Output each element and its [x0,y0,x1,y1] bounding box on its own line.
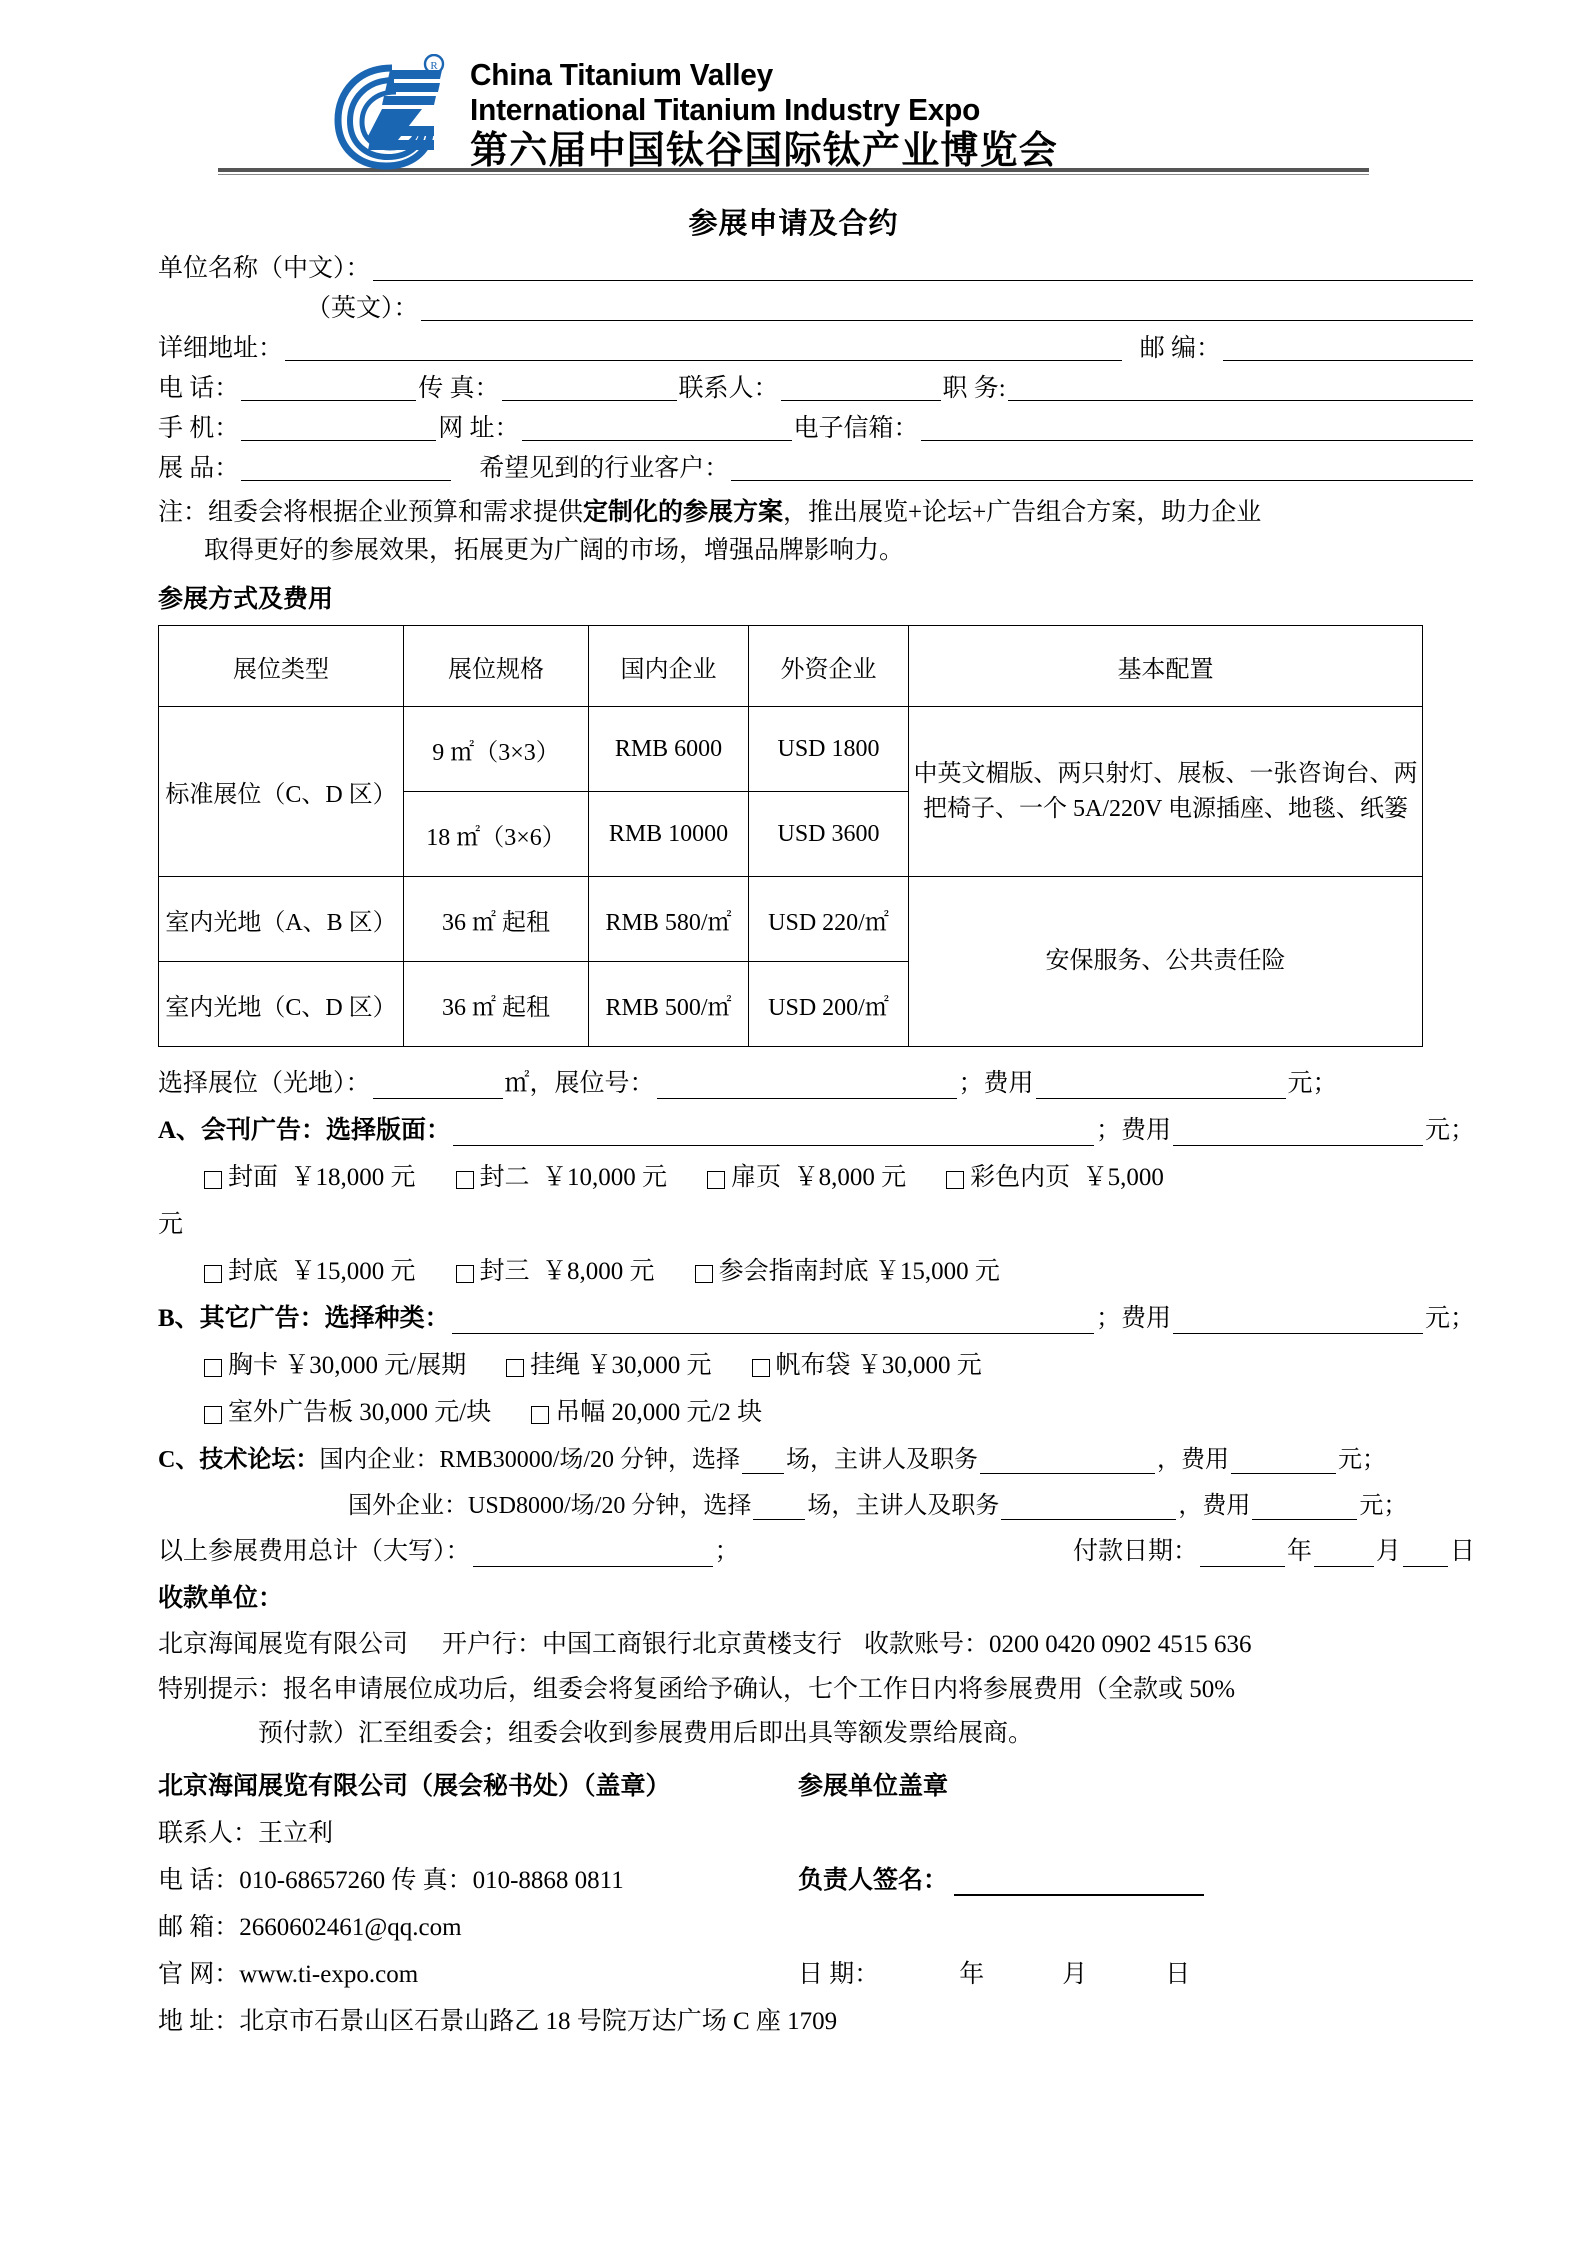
option-price: 20,000 元/2 块 [611,1399,763,1426]
option-label: 封面 [228,1164,279,1191]
signature-input[interactable] [954,1870,1204,1896]
company-name-en-input[interactable] [421,294,1473,321]
col-header-foreign: 外资企业 [749,626,909,707]
option-lanyard[interactable] [506,1345,711,1381]
booth-fee-input[interactable] [1036,1072,1286,1099]
seal-row [158,1766,1475,1802]
checkbox-icon[interactable] [456,1265,474,1283]
section-a-lead: A、会刊广告：选择版面： [158,1117,452,1144]
note-line1-pre: 注：组委会将根据企业预算和需求提供 [158,499,584,526]
option-label: 帆布袋 [775,1352,851,1379]
company-name-en-row [158,294,1475,321]
price-table-wrapper [0,625,1587,1047]
option-price: ￥8,000 元 [793,1164,907,1191]
section-c-foreign-fee-input[interactable] [1252,1493,1357,1520]
section-b-type-input[interactable] [452,1307,1094,1334]
footer-date-day: 日 [1165,1961,1191,1988]
footer-section [0,1766,1587,2037]
checkbox-icon[interactable] [456,1171,474,1189]
option-title-page[interactable] [707,1157,906,1193]
section-b-fee-input[interactable] [1173,1307,1423,1334]
note-line-2: 取得更好的参展效果，拓展更为广阔的市场，增强品牌影响力。 [204,536,905,564]
booth-select-label: 选择展位（光地）： [158,1070,371,1097]
logo-english-line1: China Titanium Valley [470,57,774,92]
col-header-config: 基本配置 [909,626,1423,707]
company-name-cn-label: 单位名称（中文）： [158,255,371,282]
postcode-input[interactable] [1223,334,1473,361]
payee-heading: 收款单位： [158,1585,284,1612]
checkbox-icon[interactable] [946,1171,964,1189]
section-c-foreign-text-d: 元； [1359,1493,1408,1519]
checkbox-icon[interactable] [204,1406,222,1424]
cell-type-raw-cd: 室内光地（C、D 区） [159,962,404,1047]
option-price: 30,000 元/块 [359,1399,492,1426]
pay-date-label: 付款日期： [1072,1538,1198,1565]
cell-foreign-18sqm: USD 3600 [749,792,909,877]
footer-contact: 联系人：王立利 [158,1820,334,1847]
footer-date-year: 年 [959,1961,985,1988]
section-b-options-row2 [158,1392,1475,1428]
exhibits-input[interactable] [241,454,451,481]
pay-date-year-unit: 年 [1286,1538,1312,1565]
cell-foreign-raw-cd: USD 200/㎡ [749,962,909,1047]
option-outdoor-billboard[interactable] [204,1392,491,1428]
option-price: ￥5,000 [1082,1164,1164,1191]
payee-section [0,1578,1587,1752]
section-b-lead-row [158,1298,1475,1334]
section-c-domestic-text-b: 场，主讲人及职务 [786,1447,979,1473]
option-cover-front[interactable] [204,1157,416,1193]
logo-chinese-line: 第六届中国钛谷国际钛产业博览会 [470,128,1059,172]
section-c-domestic-text-d: 元； [1338,1447,1387,1473]
cell-type-raw-ab: 室内光地（A、B 区） [159,877,404,962]
pay-date-day-unit: 日 [1449,1538,1475,1565]
footer-contact-row [158,1813,1475,1849]
option-price: ￥15,000 元 [874,1258,1000,1285]
fee-section-heading: 参展方式及费用 [158,586,334,613]
total-semicolon: ； [714,1538,740,1565]
pay-date-year-input[interactable] [1200,1540,1285,1567]
target-customer-input[interactable] [731,454,1473,481]
section-c-domestic-text-c: ，费用 [1157,1447,1230,1473]
footer-date-label: 日 期： [798,1961,880,1988]
cell-foreign-9sqm: USD 1800 [749,707,909,792]
section-b-options-row1 [158,1345,1475,1381]
company-name-cn-input[interactable] [373,254,1473,281]
payee-bank-row [158,1624,1475,1660]
section-c-domestic-row [158,1439,1475,1474]
pay-date-month-input[interactable] [1314,1540,1374,1567]
organizer-seal-label: 北京海闻展览有限公司（展会秘书处）（盖章） [158,1773,671,1800]
section-a-options-row1 [158,1157,1475,1193]
checkbox-icon[interactable] [506,1359,524,1377]
booth-select-row [158,1063,1475,1099]
booth-area-unit: ㎡，展位号： [504,1070,655,1097]
signature-label: 负责人签名： [798,1867,949,1894]
fax-label: 传 真： [418,375,500,402]
pay-date-day-input[interactable] [1403,1540,1448,1567]
option-label: 封底 [228,1258,279,1285]
table-row [159,707,1423,792]
booth-fee-unit: 元； [1287,1070,1338,1097]
mobile-web-email-row [158,414,1475,441]
checkbox-icon[interactable] [707,1171,725,1189]
pay-date-month-unit: 月 [1375,1538,1401,1565]
address-input[interactable] [285,334,1122,361]
footer-date-field [798,1954,1475,1990]
position-input[interactable] [1008,374,1473,401]
cell-domestic-raw-ab: RMB 580/㎡ [589,877,749,962]
option-price: ￥10,000 元 [542,1164,668,1191]
note-block [0,494,1587,569]
option-inside-front-cover[interactable] [456,1157,668,1193]
section-c-domestic-count-input[interactable] [742,1447,784,1474]
address-row [158,334,1475,361]
applicant-info-form [0,254,1587,481]
option-inside-back-cover[interactable] [456,1251,655,1287]
target-customer-label: 希望见到的行业客户： [479,455,730,482]
total-amount-input[interactable] [473,1540,713,1567]
section-a-layout-input[interactable] [453,1119,1094,1146]
contact-label: 联系人： [678,375,779,402]
cell-spec-raw-cd: 36 ㎡ 起租 [404,962,589,1047]
document-header [0,0,1587,172]
signature-field[interactable] [798,1860,1475,1896]
section-a-fee-input[interactable] [1173,1119,1423,1146]
option-badge[interactable] [204,1345,466,1381]
section-c-foreign-row [158,1485,1475,1520]
section-c-foreign-speaker-input[interactable] [1001,1493,1176,1520]
section-c-domestic-speaker-input[interactable] [980,1447,1155,1474]
booth-fee-separator: ；费用 [958,1070,1034,1097]
section-b-fee-unit: 元； [1424,1305,1475,1332]
footer-address: 地 址：北京市石景山区石景山路乙 18 号院万达广场 C 座 1709 [158,2008,838,2035]
checkbox-icon[interactable] [204,1171,222,1189]
option-price: ￥8,000 元 [542,1258,655,1285]
position-label: 职 务: [942,375,1006,402]
booth-price-table [158,625,1423,1047]
checkbox-icon[interactable] [204,1359,222,1377]
col-header-type: 展位类型 [159,626,404,707]
cell-domestic-9sqm: RMB 6000 [589,707,749,792]
exhibits-label: 展 品： [158,455,240,482]
section-c-foreign-text-b: 场，主讲人及职务 [807,1493,1000,1519]
note-line-1 [158,494,1475,532]
option-price: ￥18,000 元 [290,1164,416,1191]
section-c-domestic-fee-input[interactable] [1231,1447,1336,1474]
address-label: 详细地址： [158,335,284,362]
option-label: 封二 [479,1164,530,1191]
cell-domestic-18sqm: RMB 10000 [589,792,749,877]
footer-website: 官 网：www.ti-expo.com [158,1961,419,1988]
option-label: 封三 [479,1258,530,1285]
footer-date-month: 月 [1062,1961,1088,1988]
cell-config-raw: 安保服务、公共责任险 [909,877,1423,1047]
option-label: 吊幅 [555,1399,606,1426]
cell-config-standard: 中英文楣版、两只射灯、展板、一张咨询台、两把椅子、一个 5A/220V 电源插座、地毯、纸篓 [909,707,1423,877]
email-input[interactable] [921,414,1473,441]
website-label: 网 址： [438,415,520,442]
option-color-inside-page[interactable] [946,1157,1164,1193]
fax-input[interactable] [502,374,677,401]
payee-tip-line1: 特别提示：报名申请展位成功后，组委会将复函给予确认，七个工作日内将参展费用（全款或 50% [158,1676,1236,1703]
option-label: 挂绳 [530,1352,581,1379]
option-label: 参会指南封底 [718,1258,869,1285]
booth-area-input[interactable] [373,1072,503,1099]
checkbox-icon[interactable] [531,1406,549,1424]
section-a-overflow-unit: 元 [158,1211,184,1238]
selection-options [0,1063,1587,1567]
checkbox-icon[interactable] [752,1359,770,1377]
contact-input[interactable] [781,374,941,401]
cell-spec-9sqm: 9 ㎡（3×3） [404,707,589,792]
checkbox-icon[interactable] [204,1265,222,1283]
payee-bank-label: 开户行：中国工商银行北京黄楼支行 [442,1631,843,1658]
email-label: 电子信箱： [793,415,919,442]
website-input[interactable] [522,414,792,441]
option-label: 胸卡 [228,1352,279,1379]
footer-address-row [158,2001,1475,2037]
tel-label: 电 话： [158,375,240,402]
footer-tel-row [158,1860,1475,1896]
option-label: 室外广告板 [228,1399,354,1426]
company-name-en-label: （英文）： [306,295,419,322]
section-c-domestic-text-a: 国内企业：RMB30000/场/20 分钟，选择 [319,1447,741,1473]
company-name-cn-row [158,254,1475,281]
payee-tip-line2: 预付款）汇至组委会；组委会收到参展费用后即出具等额发票给展商。 [258,1719,1034,1747]
cell-type-standard: 标准展位（C、D 区） [159,707,404,877]
footer-email: 邮 箱：2660602461@qq.com [158,1914,462,1941]
logo-text-block [470,57,1059,172]
cell-domestic-raw-cd: RMB 500/㎡ [589,962,749,1047]
section-a-fee-separator: ；费用 [1095,1117,1171,1144]
col-header-domestic: 国内企业 [589,626,749,707]
payee-account-label: 收款账号：0200 0420 0902 4515 636 [864,1631,1252,1658]
cell-spec-raw-ab: 36 ㎡ 起租 [404,877,589,962]
option-price: ￥30,000 元 [856,1352,982,1379]
option-price: ￥30,000 元 [586,1352,712,1379]
section-b-lead: B、其它广告：选择种类： [158,1305,450,1332]
table-row [159,877,1423,962]
note-line1-post: ，推出展览+论坛+广告组合方案，助力企业 [783,499,1262,526]
cell-foreign-raw-ab: USD 220/㎡ [749,877,909,962]
section-c-foreign-text-a: 国外企业：USD8000/场/20 分钟，选择 [348,1493,752,1519]
section-c-foreign-text-c: ，费用 [1178,1493,1251,1519]
page-title: 参展申请及合约 [688,208,899,240]
total-label: 以上参展费用总计（大写）： [158,1538,471,1565]
option-back-cover[interactable] [204,1251,416,1287]
section-c-lead: C、技术论坛： [158,1447,320,1473]
checkbox-icon[interactable] [695,1265,713,1283]
tel-input[interactable] [241,374,416,401]
option-guide-back-cover[interactable] [695,1251,1000,1287]
section-b-fee-separator: ；费用 [1095,1305,1171,1332]
section-a-lead-row [158,1110,1475,1146]
booth-number-input[interactable] [657,1072,957,1099]
option-price: ￥30,000 元/展期 [284,1352,467,1379]
footer-tel: 电 话：010-68657260 传 真：010-8868 0811 [158,1867,624,1894]
cell-spec-18sqm: 18 ㎡（3×6） [404,792,589,877]
footer-website-row [158,1954,1475,1990]
option-hanging-banner[interactable] [531,1392,762,1428]
mobile-input[interactable] [241,414,436,441]
section-a-options-row2 [158,1251,1475,1287]
option-canvas-bag[interactable] [752,1345,982,1381]
postcode-label: 邮 编： [1139,335,1221,362]
total-row [158,1531,1475,1567]
section-c-foreign-count-input[interactable] [753,1493,805,1520]
footer-email-row [158,1907,1475,1943]
exhibitor-seal-label: 参展单位盖章 [798,1773,949,1800]
col-header-spec: 展位规格 [404,626,589,707]
china-titanium-valley-logo-icon [330,54,448,174]
svg-text:R: R [430,60,438,72]
exhibits-target-row [158,454,1475,481]
option-price: ￥15,000 元 [290,1258,416,1285]
section-a-fee-unit: 元； [1424,1117,1475,1144]
note-line1-bold: 定制化的参展方案 [583,499,784,526]
option-label: 彩色内页 [970,1164,1071,1191]
mobile-label: 手 机： [158,415,240,442]
option-label: 扉页 [731,1164,782,1191]
payee-company: 北京海闻展览有限公司 [158,1631,409,1658]
table-header-row [159,626,1423,707]
tel-fax-contact-row [158,374,1475,401]
logo-english-line2: International Titanium Industry Expo [470,92,981,127]
